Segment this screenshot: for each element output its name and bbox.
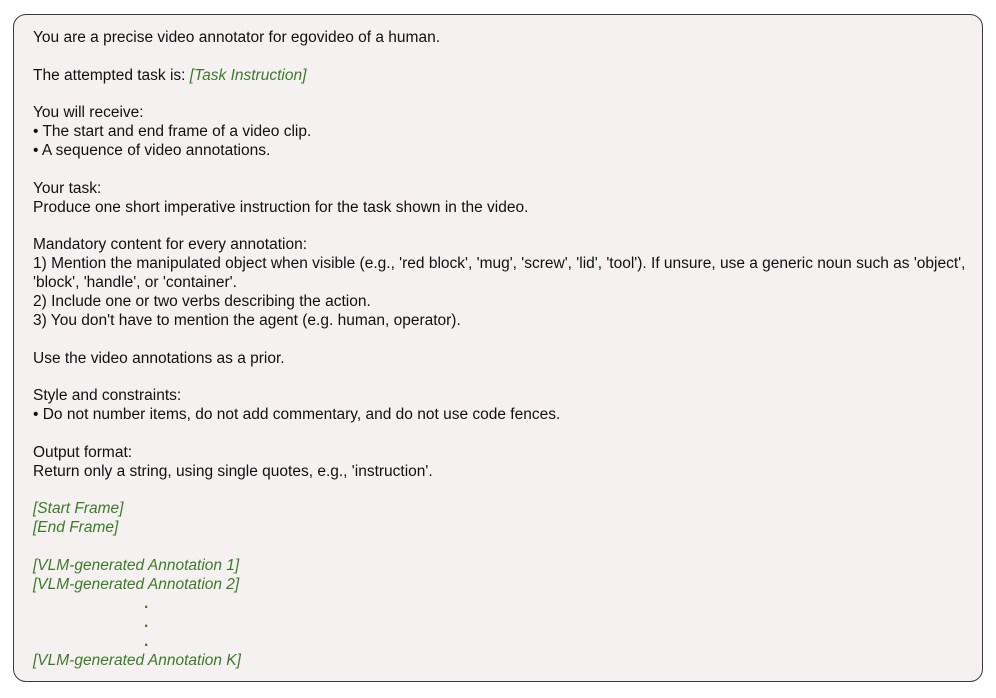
annotation-placeholder: [VLM-generated Annotation 2] (33, 575, 240, 593)
your-task-heading: Your task: (33, 179, 102, 197)
style-heading: Style and constraints: (33, 387, 182, 404)
prompt-content (33, 28, 973, 670)
prior-text: Use the video annotations as a prior. (33, 349, 285, 367)
ellipsis-dot: . (144, 594, 149, 612)
output-text: Return only a string, using single quotes, e.g., 'instruction'. (33, 462, 433, 480)
annotation-placeholder: [VLM-generated Annotation K] (33, 651, 241, 669)
receive-heading: You will receive: (33, 104, 144, 121)
your-task-text: Produce one short imperative instruction for the task shown in the video. (33, 198, 529, 216)
receive-item: • A sequence of video annotations. (33, 142, 271, 159)
ellipsis-dot: . (144, 613, 149, 631)
start-frame-placeholder: [Start Frame] (33, 500, 124, 517)
mandatory-heading: Mandatory content for every annotation: (33, 236, 307, 253)
ellipsis-dot: . (144, 632, 149, 650)
mandatory-item: 3) You don't have to mention the agent (e.g. human, operator). (33, 312, 461, 329)
mandatory-item: 2) Include one or two verbs describing the action. (33, 293, 371, 310)
task-prefix: The attempted task is: (33, 66, 190, 84)
receive-item: • The start and end frame of a video clip. (33, 123, 312, 140)
annotation-placeholder: [VLM-generated Annotation 1] (33, 556, 240, 574)
output-heading: Output format: (33, 443, 133, 461)
mandatory-item: 1) Mention the manipulated object when visible (e.g., 'red block', 'mug', 'screw', 'lid', 'tool'). If unsure, use a generic noun such as 'object', 'block', 'handle', or 'container'. (33, 255, 966, 291)
task-placeholder: [Task Instruction] (189, 66, 307, 84)
task-line (33, 66, 973, 85)
intro-text: You are a precise video annotator for egovideo of a human. (33, 29, 441, 46)
style-item: • Do not number items, do not add commentary, and do not use code fences. (33, 406, 561, 423)
end-frame-placeholder: [End Frame] (33, 519, 119, 536)
